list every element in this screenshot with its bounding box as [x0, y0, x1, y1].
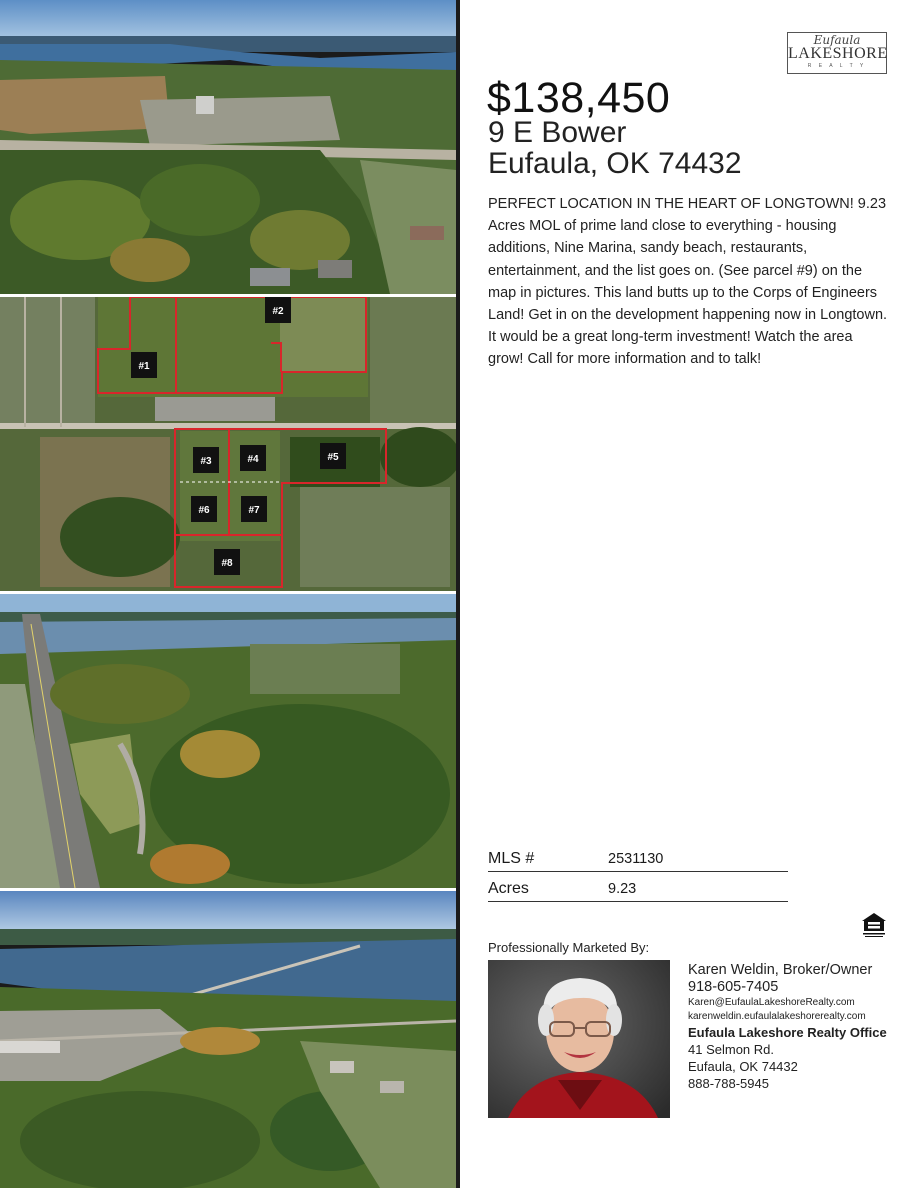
agent-photo [488, 960, 670, 1118]
parcel-label-4: #4 [247, 454, 259, 465]
address-city: Eufaula, OK 74432 [488, 147, 742, 180]
address-street: 9 E Bower [488, 116, 627, 149]
agent-phone[interactable]: 918-605-7405 [688, 979, 779, 995]
fact-label: MLS # [488, 850, 535, 867]
office-name: Eufaula Lakeshore Realty Office [688, 1025, 887, 1040]
aerial-photo-1 [0, 0, 456, 294]
agent-name-title: Karen Weldin, Broker/Owner [688, 962, 873, 978]
listing-price: $138,450 [487, 74, 671, 122]
parcel-label-3: #3 [200, 456, 212, 467]
logo-sub-text: R E A L T Y [807, 63, 867, 69]
agent-contact [688, 962, 908, 1092]
logo-main-text: LAKESHORE [788, 45, 888, 62]
fact-label: Acres [488, 880, 529, 897]
fact-row-mls [488, 850, 788, 872]
parcel-label-2: #2 [272, 306, 284, 317]
office-phone[interactable]: 888-788-5945 [688, 1076, 769, 1091]
parcel-label-5: #5 [327, 452, 339, 463]
aerial-photo-3 [0, 891, 456, 1188]
fact-value: 9.23 [608, 881, 637, 897]
office-street: 41 Selmon Rd. [688, 1042, 774, 1057]
parcel-label-7: #7 [248, 505, 260, 516]
parcel-label-1: #1 [138, 361, 150, 372]
agent-website[interactable]: karenweldin.eufaulalakeshorerealty.com [688, 1011, 866, 1022]
fact-row-acres [488, 880, 788, 902]
fact-value: 2531130 [608, 851, 664, 867]
listing-description: PERFECT LOCATION IN THE HEART OF LONGTOWN! 9.23 Acres MOL of prime land close to everything - housing additions, Nine Marina, sandy beach, restaurants, entertainment, and the list goes on. (See parcel #9) on the map in pictures. This land butts up to the Corps of Engineers Land! Get in on the development happening now in Longtown. It would be a great long-term investment! Watch the area grow! Call for more information and to talk! [488, 196, 888, 368]
marketed-by-label: Professionally Marketed By: [488, 940, 650, 955]
parcel-label-6: #6 [198, 505, 210, 516]
equal-housing-opportunity-icon [860, 911, 888, 939]
aerial-photo-2 [0, 594, 456, 888]
parcel-label-8: #8 [221, 558, 233, 569]
logo-script-text: Eufaula [813, 33, 861, 47]
parcel-map [0, 297, 456, 591]
office-city: Eufaula, OK 74432 [688, 1059, 798, 1074]
agent-email[interactable]: Karen@EufaulaLakeshoreRealty.com [688, 997, 855, 1008]
brokerage-logo [787, 32, 887, 74]
